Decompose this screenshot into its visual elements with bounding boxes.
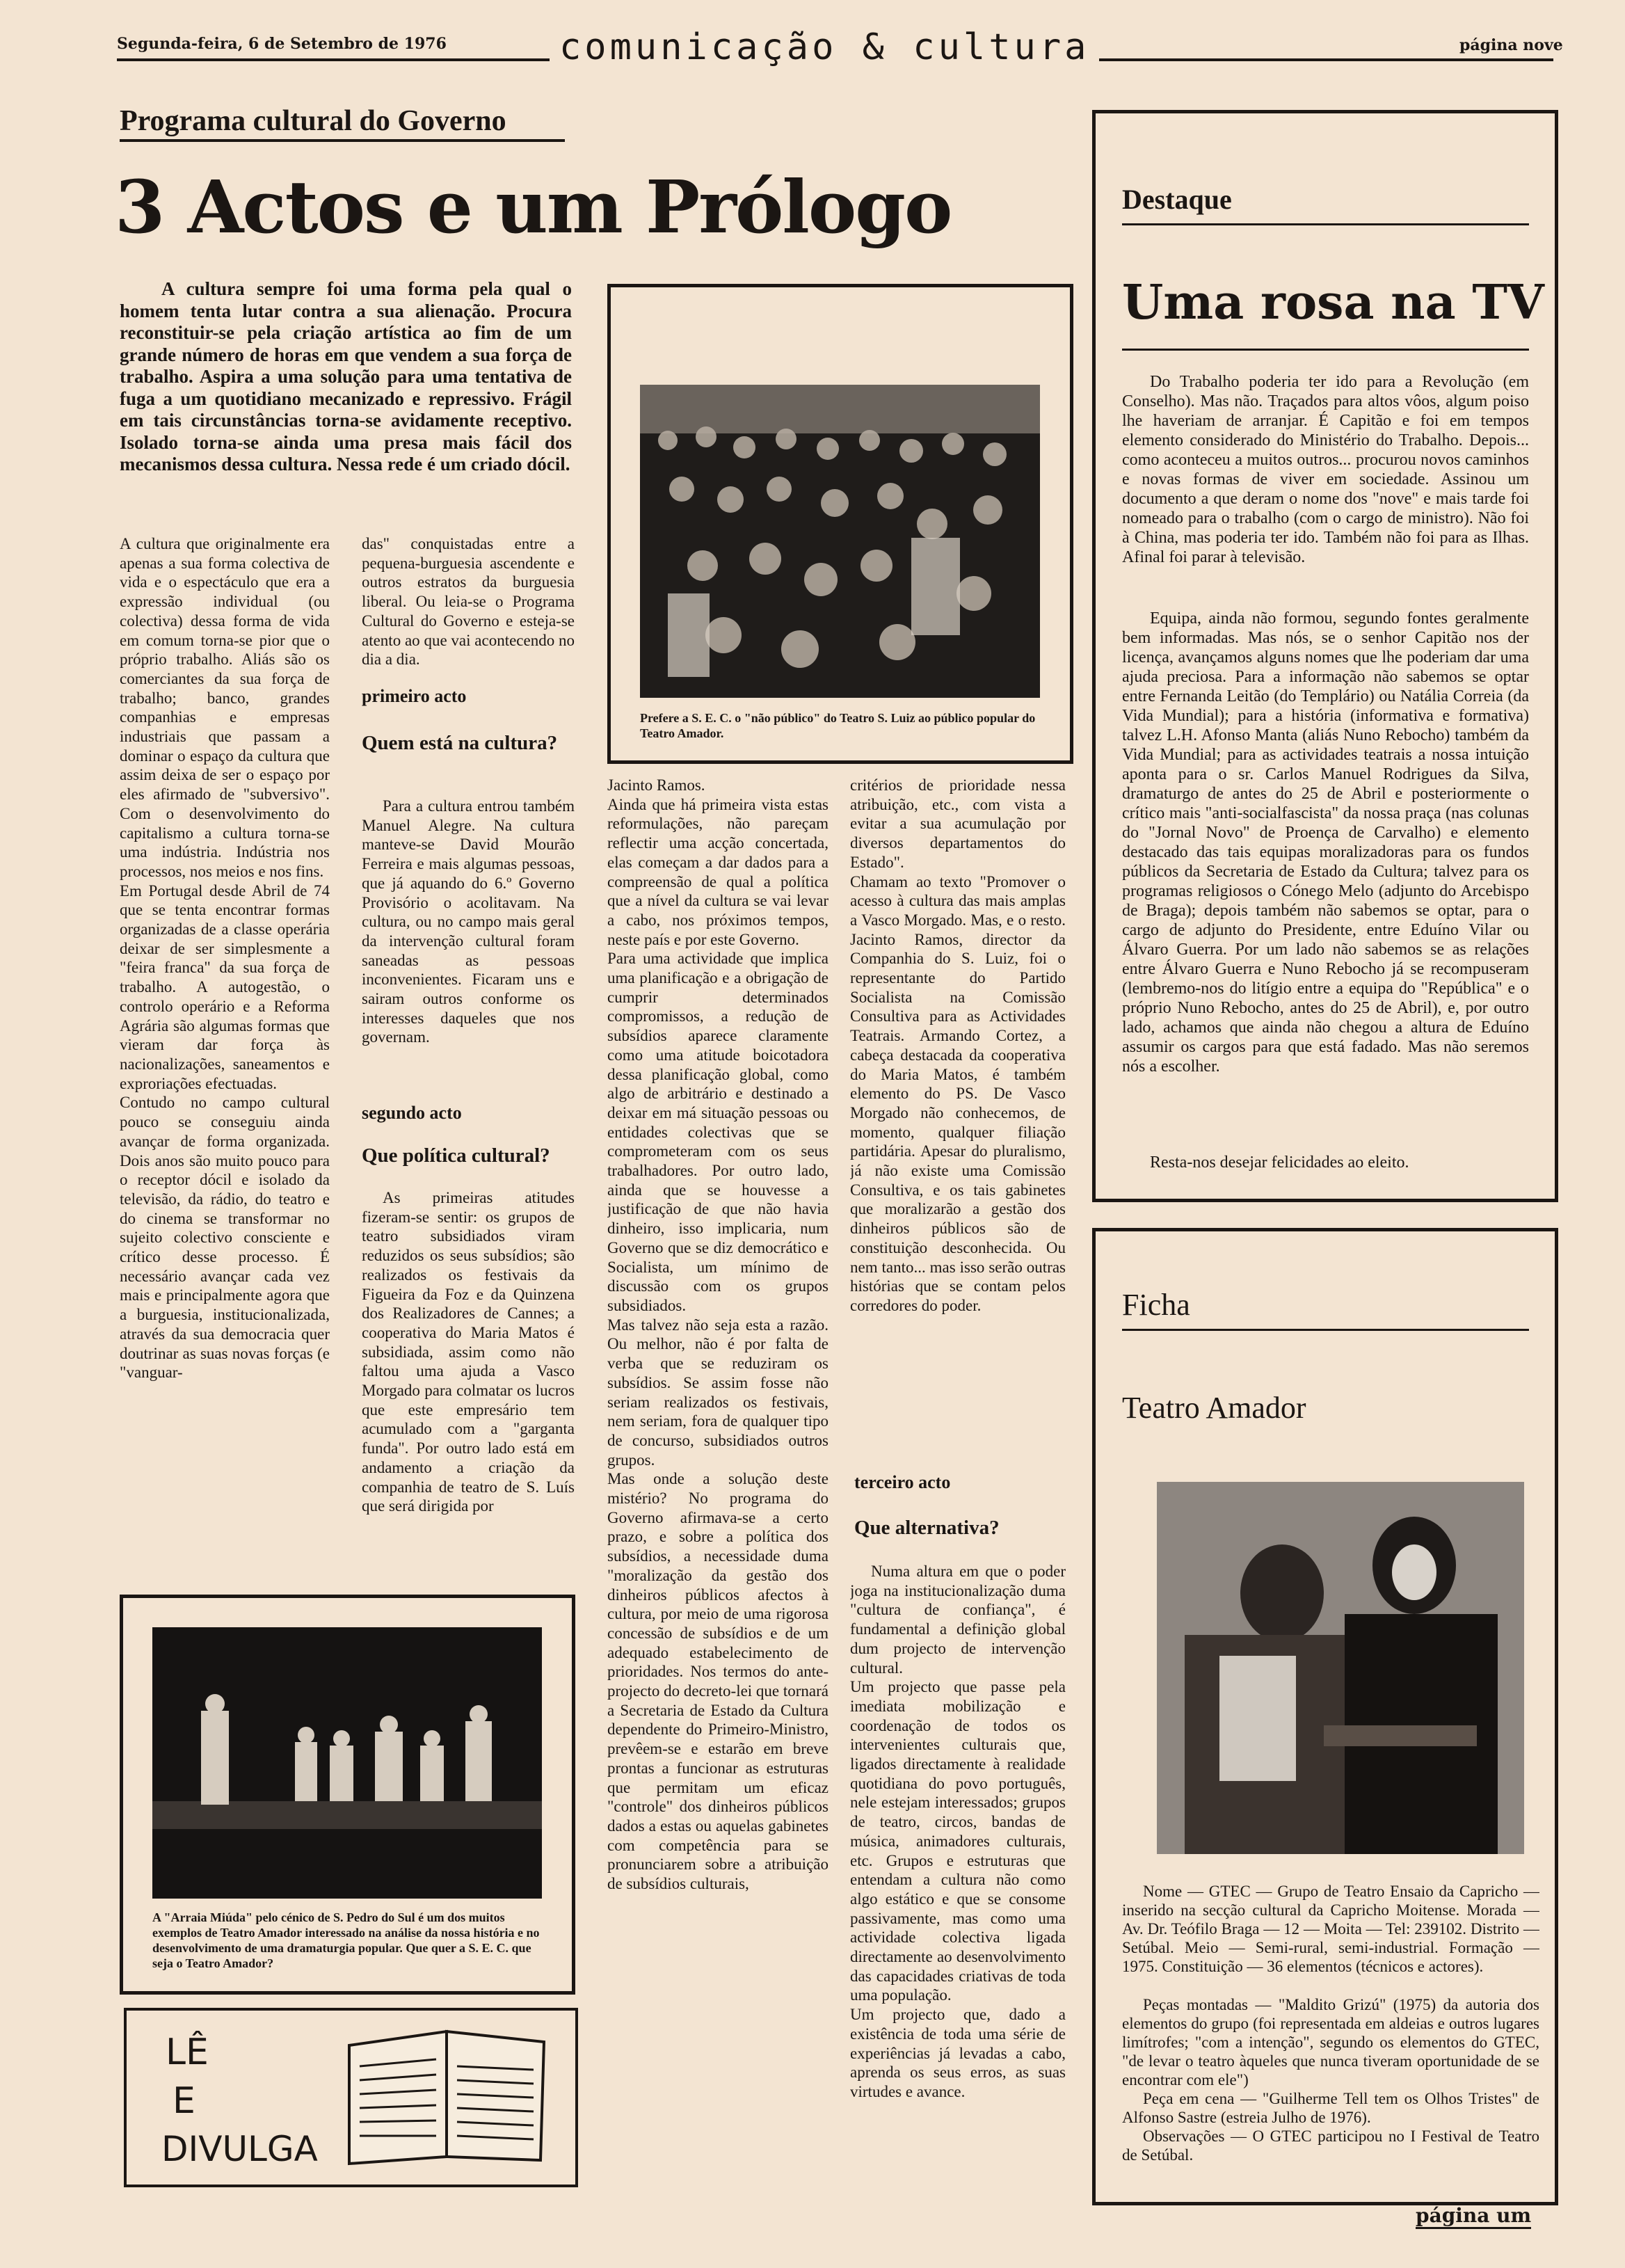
destaque-rule-bottom [1122,349,1529,351]
article-headline: 3 Actos e um Prólogo [115,164,952,250]
destaque-rule-top [1122,223,1529,225]
destaque-body-2: Equipa, ainda não formou, segundo fontes geralmente bem informadas. Mas nós, se o senhor Capitão nos der licença, avançamos alguns nomes que lhe poderiam dar uma ajuda preciosa. Para a informação não sabemos se optar entre Fernanda Leitão (do Templário) ou Natália Correia (da Vida Mundial); para a história (informativa e formativa) talvez L.H. Afonso Manta (aliás Nuno Rebocho) também da Vida Mundial; para as actividades teatrais a nossa intuição aponta para o sr. Carlos Manuel Rodrigues da Silva, dramaturgo de antes do 25 de Abril e posteriormente o crítico mais "anti-socialfascista" da nossa praça (nas colunas do "Jornal Novo" de Proença de Carvalho) e elemento destacado das tais equipas moralizadoras para os fundos públicos da Secretaria de Estado da Cultura; talvez para os programas religiosos o Cónego Melo (adjunto do Arcebispo de Braga); depois também não sabemos se optar, para o cargo de adjunto do Presidente, entre Eduíno Vilar ou Álvaro Guerra. Por um lado não sabemos se as relações entre Álvaro Guerra e Nuno Rebocho já se recompuseram (lembremo-nos do litígio entre a equipa do "República" e o próprio Nuno Rebocho, antes do 25 de Abril), e, por outro lado, achamos que ainda não chegou a altura de Eduíno assumir os cargos para que está fadado. Mas não seremos nós a escolher. [1122,609,1529,1076]
destaque-label: Destaque [1122,184,1232,215]
newspaper-illustration [342,2025,551,2171]
destaque-body-1: Do Trabalho poderia ter ido para a Revolução (em Conselho). Mas não. Traçados para altos vôos, algum poiso lhe haveriam de arranjar. É Capitão e foi em tempos elemento considerado do Ministério do Trabalho. Depois... como aconteceu a muitos outros... procurou novos caminhos e novas formas de viver em sociedade. Assinou um documento a que deram o nome dos "nove" e mais tarde foi nomeado para o trabalho (com o cargo de ministro). Não foi à China, mas poderia ter ido. Também não foi para as Ilhas. Afinal foi parar à televisão. [1122,373,1529,566]
article-column-4b: Numa altura em que o poder joga na institucionalização duma "cultura de confiança", é fundamental a definição global dum projecto de intervenção cultural. Um projecto que passe pela imediata mobilização e coordenação de todos os intervenientes culturais que, ligados directamente à realidade quotidiana do povo português, nele estejam interessados; grupos de teatro, circos, bandas de música, animadores culturais, etc. Grupos e estruturas que entendam a cultura não como algo estático e que se consome passivamente, mas como uma actividade colectiva ligada directamente ao desenvolvimento das capacidades criativas de toda uma população. Um projecto que, dado a existência de toda uma série de experiências já levadas a cabo, aprenda os seus erros, as suas virtudes e avance. [850,1563,1066,2100]
actors-image [1157,1482,1524,1854]
photo-box-stage [120,1595,575,1995]
ficha-p3: Peça em cena — "Guilherme Tell tem os Olhos Tristes" de Alfonso Sastre (estreia Julho de 1976). [1122,2090,1539,2126]
act-two-heading: segundo acto [362,1103,462,1123]
stage-image [152,1627,542,1899]
stage-photo [152,1627,542,1899]
destaque-headline: Uma rosa na TV [1122,275,1544,330]
photo-box-audience [607,284,1073,764]
ficha-p1: Nome — GTEC — Grupo de Teatro Ensaio da Capricho — inserido na secção cultural da Capricho Moitense. Morada — Av. Dr. Teófilo Braga — 12 — Moita — Tel: 239102. Distrito — Setúbal. Meio — Semi-rural, semi-industrial. Formação — 1975. Constituição — 36 elementos (técnicos e actores). [1122,1883,1539,1975]
article-column-1: A cultura que originalmente era apenas a sua forma colectiva de vida e o espectáculo que era a expressão individual (ou colectiva) dessa forma de vida em comum torna-se pior que o próprio trabalho. Aliás são os comerciantes da sua força de trabalho; banco, grandes companhias e empresas industriais que passam a dominar o espaço da cultura que assim deixa de ser o espaço por eles afirmado de "subversivo". Com o desenvolvimento do capitalismo a cultura torna-se uma indústria. Indústria nos processos, nos meios e nos fins. Em Portugal desde Abril de 74 que se tenta encontrar formas organizadas de a classe operária deixar de ser simplesmente a "feira franca" da sua força de trabalho. A autogestão, o controlo operário e a Reforma Agrária são algumas formas que vieram dar força às nacionalizações, saneamentos e exproriações efectuadas. Contudo no campo cultural pouco se conseguiu ainda avançar de forma organizada. Dois anos são muito pouco para o receptor dócil e isolado da televisão, da rádio, do teatro e do cinema se transformar no sujeito colectivo consciente e crítico desse processo. É necessário avançar cada vez mais e principalmente agora que a burguesia, institucionalizada, através da sua democracia quer doutrinar as suas novas forças (e "vanguar- [120,535,330,1382]
audience-image [640,385,1040,698]
article-column-2c: As primeiras atitudes fizeram-se sentir: os grupos de teatro subsidiados viram reduzidos os seus subsídios; são realizados os festivais da Figueira da Foz e da Quinzena dos Realizadores de Cannes; a cooperativa do Maria Matos é subsidiada, assim como não faltou uma ajuda a Vasco Morgado para colmatar os lucros que este empresário tem acumulado com a "garganta funda". Por outro lado está em andamento a criação da companhia de teatro de S. Luís que será dirigida por [362,1189,575,1515]
kicker-rule [120,139,565,142]
audience-photo-caption: Prefere a S. E. C. o "não público" do Teatro S. Luiz ao público popular do Teatro Amador. [640,711,1036,740]
read-and-share-ad [124,2008,578,2187]
question-one-heading: Quem está na cultura? [362,732,558,754]
ad-line-3: DIVULGA [161,2129,318,2169]
ad-line-1: LÊ [166,2031,209,2073]
ad-line-2: E [173,2080,195,2122]
destaque-body-3: Resta-nos desejar felicidades ao eleito. [1150,1153,1409,1172]
ficha-box [1092,1228,1558,2205]
article-kicker: Programa cultural do Governo [120,105,506,137]
ficha-rule [1122,1329,1529,1331]
page-label: página nove [1459,36,1563,54]
article-column-2a: das" conquistadas entre a pequena-burguesia ascendente e outros estratos da burguesia liberal. Ou leia-se o Programa Cultural do Governo e esteja-se atento ao que vai acontecendo no dia a dia. [362,535,575,669]
question-three-heading: Que alternativa? [854,1517,1000,1539]
section-title: comunicação & cultura [550,26,1099,68]
ficha-p4: Observações — O GTEC participou no I Festival de Teatro de Setúbal. [1122,2127,1539,2164]
article-lead: A cultura sempre foi uma forma pela qual o homem tenta lutar contra a sua alienação. Procura reconstituir-se pela criação artística ao fim de um grande número de horas em que vendem a sua força de trabalho. Aspira a uma solução para uma tentativa de fuga a um quotidiano mecanizado e repressivo. Frágil em tais circunstâncias torna-se avidamente receptivo. Isolado torna-se ainda uma presa mais fácil dos mecanismos dessa cultura. Nessa rede é um criado dócil. [120,278,572,474]
destaque-box [1092,110,1558,1202]
act-three-heading: terceiro acto [854,1472,951,1492]
footer-page-ref: página um [1416,2204,1531,2229]
article-column-3: Jacinto Ramos. Ainda que há primeira vista estas reformulações, não pareçam reflectir uma acção concertada, elas começam a dar dados para a compreensão de qual a política que a nível da cultura se vai levar a cabo, nos próximos tempos, neste país e por este Governo. Para uma actividade que implica uma planificação e a obrigação de cumprir determinados compromissos, a redução de subsídios aparece claramente como uma atitude boicotadora dessa planificação global, como algo de arbitrário e destinado a deixar em má situação pessoas ou entidades colectivas que se comprometeram com os seus trabalhadores. Por outro lado, ainda que se houvesse a justificação de que não havia dinheiro, isso implicaria, num Governo que se diz democrático e Socialista, um mínimo de discussão com os grupos subsidiados. Mas talvez não seja esta a razão. Ou melhor, não é por falta de verba que se reduziram os subsídios. Se assim fosse não seriam realizados os festivais, nem seriam, fora de qualquer tipo de concurso, subsidiados outros grupos. Mas onde a solução deste mistério? No programa do Governo afirmava-se a certo prazo, e sobre a política dos subsídios, a necessidade duma "moralização da gestão dos dinheiros públicos afectos à cultura, por meio de uma rigorosa concessão de subsídios e de um adequado estabelecimento de prioridades. Nos termos do ante-projecto do decreto-lei que tornará a Secretaria de Estado da Cultura dependente do Primeiro-Ministro, prevêem-se e estarão em breve prontas a funcionar as estruturas que permitam um eficaz "controle" dos dinheiros públicos dados a estas ou aquelas gabinetes com competência para se pronunciarem sobre a atribuição de subsídios culturais, [607,776,828,1893]
audience-photo [640,385,1040,698]
question-two-heading: Que política cultural? [362,1144,550,1167]
article-column-4a: critérios de prioridade nessa atribuição, etc., com vista a evitar a sua acumulação por diversos departamentos do Estado". Chamam ao texto "Promover o acesso à cultura das mais amplas a Vasco Morgado. Mas, e o resto. Jacinto Ramos, director da Companhia do S. Luiz, foi o representante do Partido Socialista na Comissão Consultiva para as Actividades Teatrais. Armando Cortez, a cabeça destacada da cooperativa do Maria Matos, é também elemento do PS. De Vasco Morgado não conhecemos, de momento, qualquer filiação partidária. Apesar do pluralismo, já não existe uma Comissão Consultiva, e os tais gabinetes que moralizarão a gestão dos dinheiros públicos são de constituição desconhecida. Ou nem tanto... mas isso serão outras histórias que se contam pelos corredores do poder. [850,776,1066,1314]
ficha-title: Teatro Amador [1122,1391,1306,1425]
ficha-p2: Peças montadas — "Maldito Grizú" (1975) da autoria dos elementos do grupo (foi representada em aldeias e outros lugares limítrofes; "com a intenção", segundo os elementos do GTEC, "de levar o teatro àqueles que nunca tiveram oportunidade de se encontrar com ele") [1122,1996,1539,2089]
issue-date: Segunda-feira, 6 de Setembro de 1976 [117,35,447,53]
stage-photo-caption: A "Arraia Miúda" pelo cénico de S. Pedro do Sul é um dos muitos exemplos de Teatro Amador interessado na análise da nossa história e no desenvolvimento de uma dramaturgia popular. Que quer a S. E. C. que seja o Teatro Amador? [152,1910,540,1970]
ficha-photo [1157,1482,1524,1854]
article-column-2b: Para a cultura entrou também Manuel Alegre. Na cultura manteve-se David Mourão Ferreira e mais algumas pessoas, que já aquando do 6.º Governo Provisório o acolitavam. Na cultura, ou no campo mais geral da intervenção cultural foram saneadas as pessoas inconvenientes. Ficaram uns e sairam outros conforme os interesses daqueles que nos governam. [362,797,575,1046]
act-one-heading: primeiro acto [362,686,467,706]
ficha-label: Ficha [1122,1288,1190,1322]
